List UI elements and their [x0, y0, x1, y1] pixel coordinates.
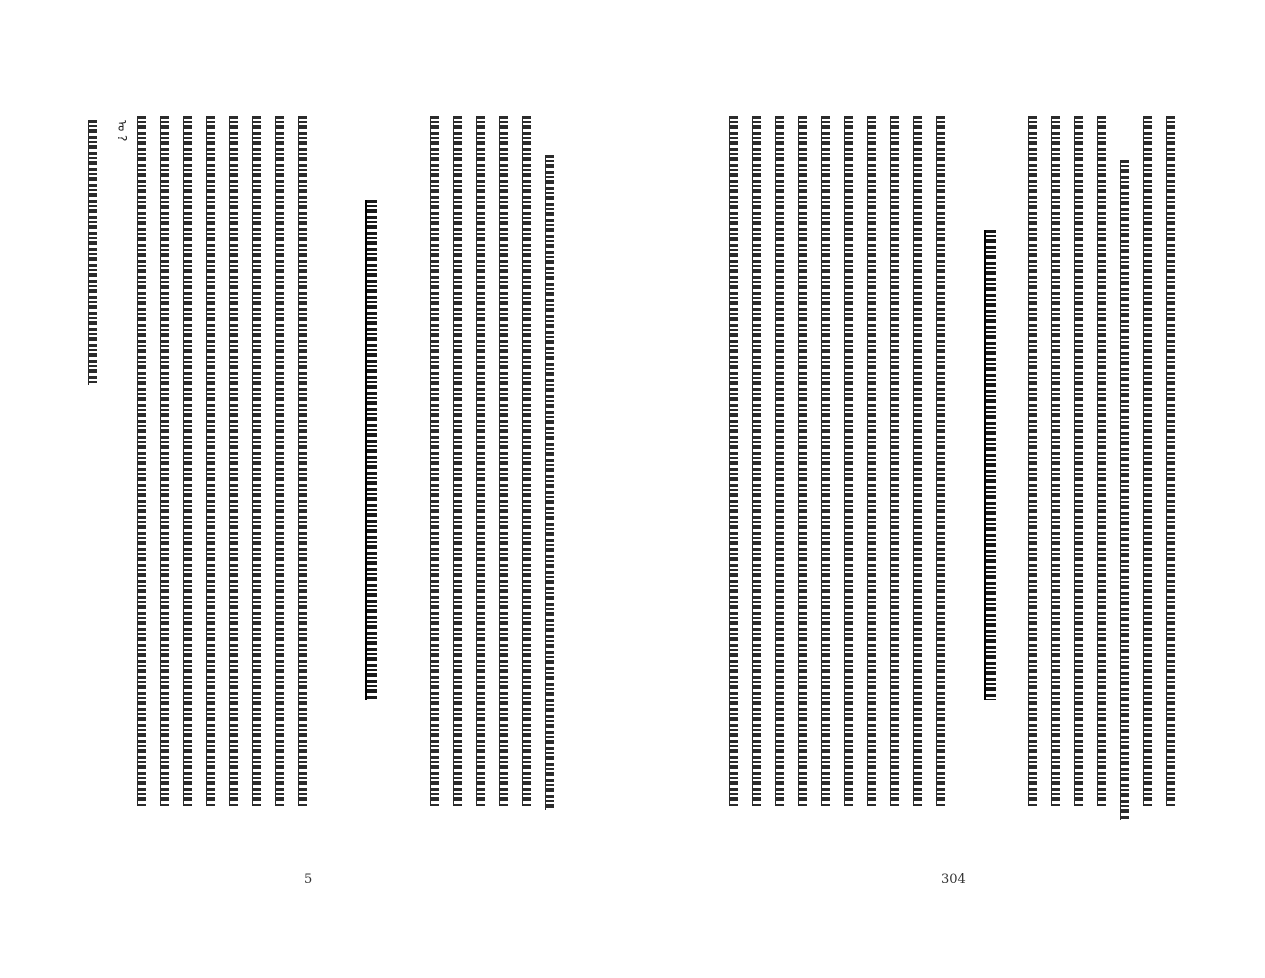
left-page-text-column: [137, 116, 146, 806]
right-page-text-column: [936, 116, 945, 806]
right-page-text-column: [890, 116, 899, 806]
right-page-text-column: [1074, 116, 1083, 806]
left-page-text-column: [88, 120, 97, 385]
right-page-text-column: [1166, 116, 1175, 806]
left-page-text-column: [206, 116, 215, 806]
right-page: [632, 0, 1265, 978]
left-page-text-column: [252, 116, 261, 806]
right-page-text-column: [729, 116, 738, 806]
left-page-text-column: [453, 116, 462, 806]
left-page-text-column: [275, 116, 284, 806]
left-page-text-column: [298, 116, 307, 806]
right-page-text-column: [1028, 116, 1037, 806]
right-page-text-column: [1120, 160, 1129, 820]
left-page-text-column: [365, 200, 377, 700]
left-page-text-column: [545, 155, 554, 810]
left-page-text-column: [160, 116, 169, 806]
left-page-text-column: [229, 116, 238, 806]
right-page-text-column: [1097, 116, 1106, 806]
right-page-number: 304: [941, 872, 966, 887]
right-page-text-column: [798, 116, 807, 806]
right-page-text-column: [913, 116, 922, 806]
right-page-text-column: [1143, 116, 1152, 806]
left-page-text-column: [522, 116, 531, 806]
right-page-text-column: [844, 116, 853, 806]
right-page-text-column: [867, 116, 876, 806]
left-page-text-column: [499, 116, 508, 806]
left-page: [0, 0, 632, 978]
right-page-text-column: [821, 116, 830, 806]
left-page-text-column: [183, 116, 192, 806]
left-page-question-mark: ᠤ ?: [115, 120, 129, 142]
right-page-text-column: [752, 116, 761, 806]
right-page-text-column: [775, 116, 784, 806]
left-page-text-column: [430, 116, 439, 806]
left-page-text-column: [476, 116, 485, 806]
right-page-text-column: [984, 230, 996, 700]
right-page-text-column: [1051, 116, 1060, 806]
left-page-number: 5: [304, 872, 313, 887]
